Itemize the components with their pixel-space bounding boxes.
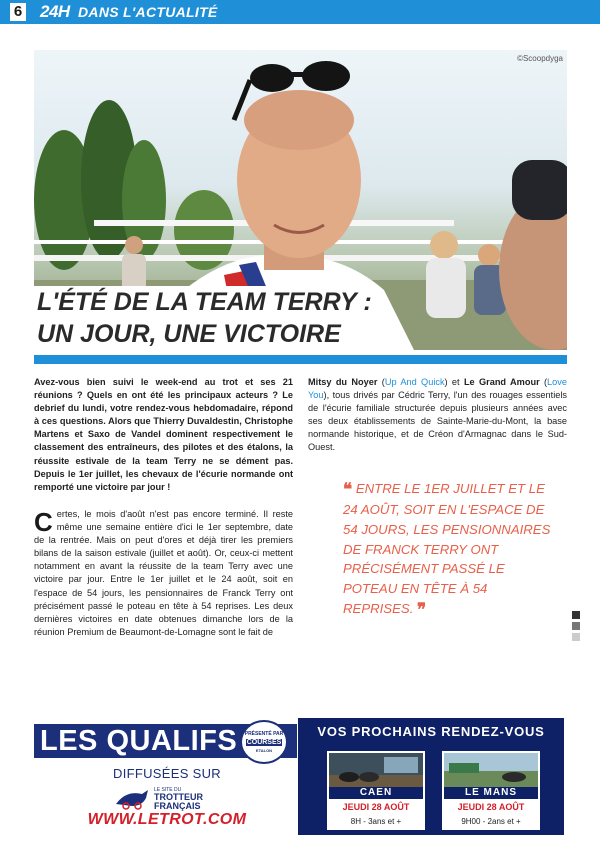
event-thumbnail (329, 753, 423, 788)
pull-quote-text: ENTRE LE 1ER JUILLET ET LE 24 AOÛT, SOIT EN L'ESPACE DE 54 JOURS, LES PENSIONNAIRES DE FRANCK TERRY ONT PRÉCISÉMENT PASSÉ LE POTEAU EN TÊTE À 54 REPRISES. (343, 481, 551, 616)
event-thumbnail (444, 753, 538, 788)
pull-quote (343, 479, 553, 620)
horse-name: Le Grand Amour (463, 377, 540, 387)
page-marker (572, 611, 580, 619)
brand-logo: 24H (40, 2, 70, 21)
photo-credit: ©Scoopdyga (517, 54, 563, 63)
page-marker (572, 633, 580, 641)
headline-line-2: UN JOUR, UNE VICTOIRE (34, 318, 345, 350)
divider-rule (34, 355, 567, 364)
horse-name: Mitsy du Noyer (308, 377, 378, 387)
headline-line-1: L'ÉTÉ DE LA TEAM TERRY : (34, 286, 376, 318)
body-paragraph (34, 508, 293, 639)
drop-cap: C (34, 507, 53, 537)
text-fragment: ), tous drivés par Cédric Terry, l'un des rouages essentiels de l'écurie familiale structurée depuis plusieurs années avec ses deux établissements de Sainte-Marie-du-Mont, la base normande historique, et de Créon d'Armagnac dans le Sud-Ouest. (308, 390, 567, 453)
page-marker (572, 622, 580, 630)
lead-paragraph: Avez-vous bien suivi le week-end au trot et ses 21 réunions ? Quels en ont été les principaux acteurs ? Le debrief du lundi, votre rendez-vous hebdomadaire, répond à ces questions. Alors que Thierry Duvaldestin, Christophe Martens et Saxo de Vandel dominent respectivement le classement des entraîneurs, des pilotes et des étalons, la réussite estivale de la team Terry ne se dément pas. Depuis le 1er juillet, les chevaux de l'écurie normande ont remporté une victoire par jour ! (34, 377, 293, 492)
badge-bot: ETALON (255, 748, 273, 753)
logo-small-text: LE SITE DU (154, 787, 182, 793)
event-city: CAEN (329, 787, 423, 799)
open-quote-icon: ❝ (343, 480, 353, 499)
logo-big-text: FRANÇAIS (154, 801, 201, 811)
trotteur-logo-text (154, 787, 203, 811)
badge-top: PRÉSENTÉ PAR (244, 731, 284, 737)
ad-next-title: VOS PROCHAINS RENDEZ-VOUS (317, 724, 545, 739)
sponsor-badge (240, 720, 288, 764)
event-card-caen[interactable] (327, 751, 425, 830)
section-title: DANS L'ACTUALITÉ (78, 4, 218, 20)
badge-mid: COURSES (246, 739, 282, 746)
sire-name: Love You (308, 377, 567, 401)
body-paragraph-continued (308, 376, 567, 455)
close-quote-icon: ❞ (417, 599, 427, 619)
page-number: 6 (10, 3, 26, 21)
ad-website-link[interactable]: WWW.LETROT.COM (87, 811, 247, 828)
ad-title: LES QUALIFS (40, 725, 238, 757)
body-text: ertes, le mois d'août n'est pas encore terminé. Il reste même une semaine entière d'ici le 1er septembre, date de la rentrée. Mais on peut d'ores et déjà tirer les premiers bilans de la saison estivale (juillet et août). Or, ceux-ci mettent notamment en avant la réussite de la team Terry avec une victoire par jour. Entre le 1er juillet et le 24 août, soit en l'espace de 54 jours, les pensionnaires de Franck Terry ont précisément passé le poteau en tête à 54 reprises. Les deux dernières victoires en date obtenues dimanche lors de la réunion Premium de Beaumont-de-Lomagne sont le fait de (34, 509, 293, 637)
event-time: 9H00 - 2ans et + (461, 817, 521, 826)
text-fragment: ) et (444, 377, 464, 387)
event-city: LE MANS (444, 787, 538, 799)
event-date: JEUDI 28 AOÛT (457, 802, 525, 812)
logo-big-text: TROTTEUR (154, 792, 203, 802)
text-fragment: ( (539, 377, 548, 387)
ad-subtitle: DIFFUSÉES SUR (113, 766, 221, 781)
text-fragment: ( (377, 377, 385, 387)
event-time: 8H - 3ans et + (350, 817, 402, 826)
event-card-le-mans[interactable] (442, 751, 540, 830)
event-date: JEUDI 28 AOÛT (342, 802, 410, 812)
sire-name: Up And Quick (384, 377, 445, 387)
